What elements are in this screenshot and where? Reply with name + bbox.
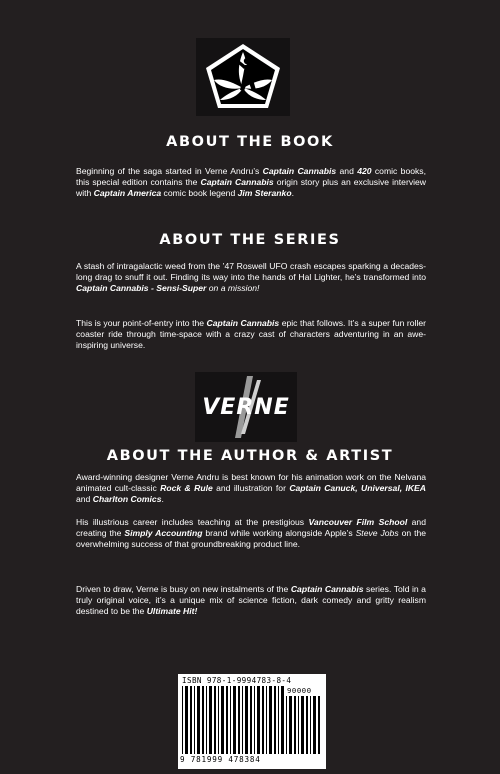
about-author-text-1: Award-winning designer Verne Andru is best known for his animation work on the Nelvana animated cult-classic Rock & Rule and illustration for Captain Canuck, Universal, IKEA and Charlton Comics. [76, 472, 426, 504]
isbn-barcode [178, 674, 326, 769]
about-series-text-1: A stash of intragalactic weed from the ’47 Roswell UFO crash escapes sparking a decades-long drag to snuff it out. Finding its way into the hands of Hal Lighter, he’s transformed into Captain Cannabis - Sensi-Super on a mission! [76, 261, 426, 293]
barcode-addon-bars [286, 696, 322, 754]
barcode-bars [182, 686, 284, 756]
verne-logo-icon [195, 372, 297, 442]
price-code: 90000 [287, 686, 312, 695]
about-author-text-3: Driven to draw, Verne is busy on new instalments of the Captain Cannabis series. Told in a truly original voice, it’s a unique mix of science fiction, dark comedy and gritty realism destined to be the Ultimate Hit! [76, 584, 426, 616]
about-book-heading: ABOUT THE BOOK [166, 134, 334, 150]
about-author-heading: ABOUT THE AUTHOR & ARTIST [106, 448, 394, 464]
isbn-number: ISBN 978-1-9994783-8-4 [182, 676, 292, 685]
verne-logo-text: VERNE [202, 395, 290, 420]
leaf-silhouette-shield-icon [196, 38, 290, 116]
about-author-text-2: His illustrious career includes teaching at the prestigious Vancouver Film School and creating the Simply Accounting brand while working alongside Apple’s Steve Jobs on the overwhelming success of that groundbreaking product line. [76, 517, 427, 549]
about-series-text-2: This is your point-of-entry into the Captain Cannabis epic that follows. It’s a super fun roller coaster ride through time-space with a crazy cast of characters adventuring in an awe-inspiring universe. [76, 318, 426, 350]
about-book-text: Beginning of the saga started in Verne Andru’s Captain Cannabis and 420 comic books, this special edition contains the Captain Cannabis origin story plus an exclusive interview with Captain America comic book legend Jim Steranko. [76, 166, 427, 198]
about-series-heading: ABOUT THE SERIES [159, 232, 341, 248]
ean-number: 9 781999 478384 [180, 755, 261, 764]
